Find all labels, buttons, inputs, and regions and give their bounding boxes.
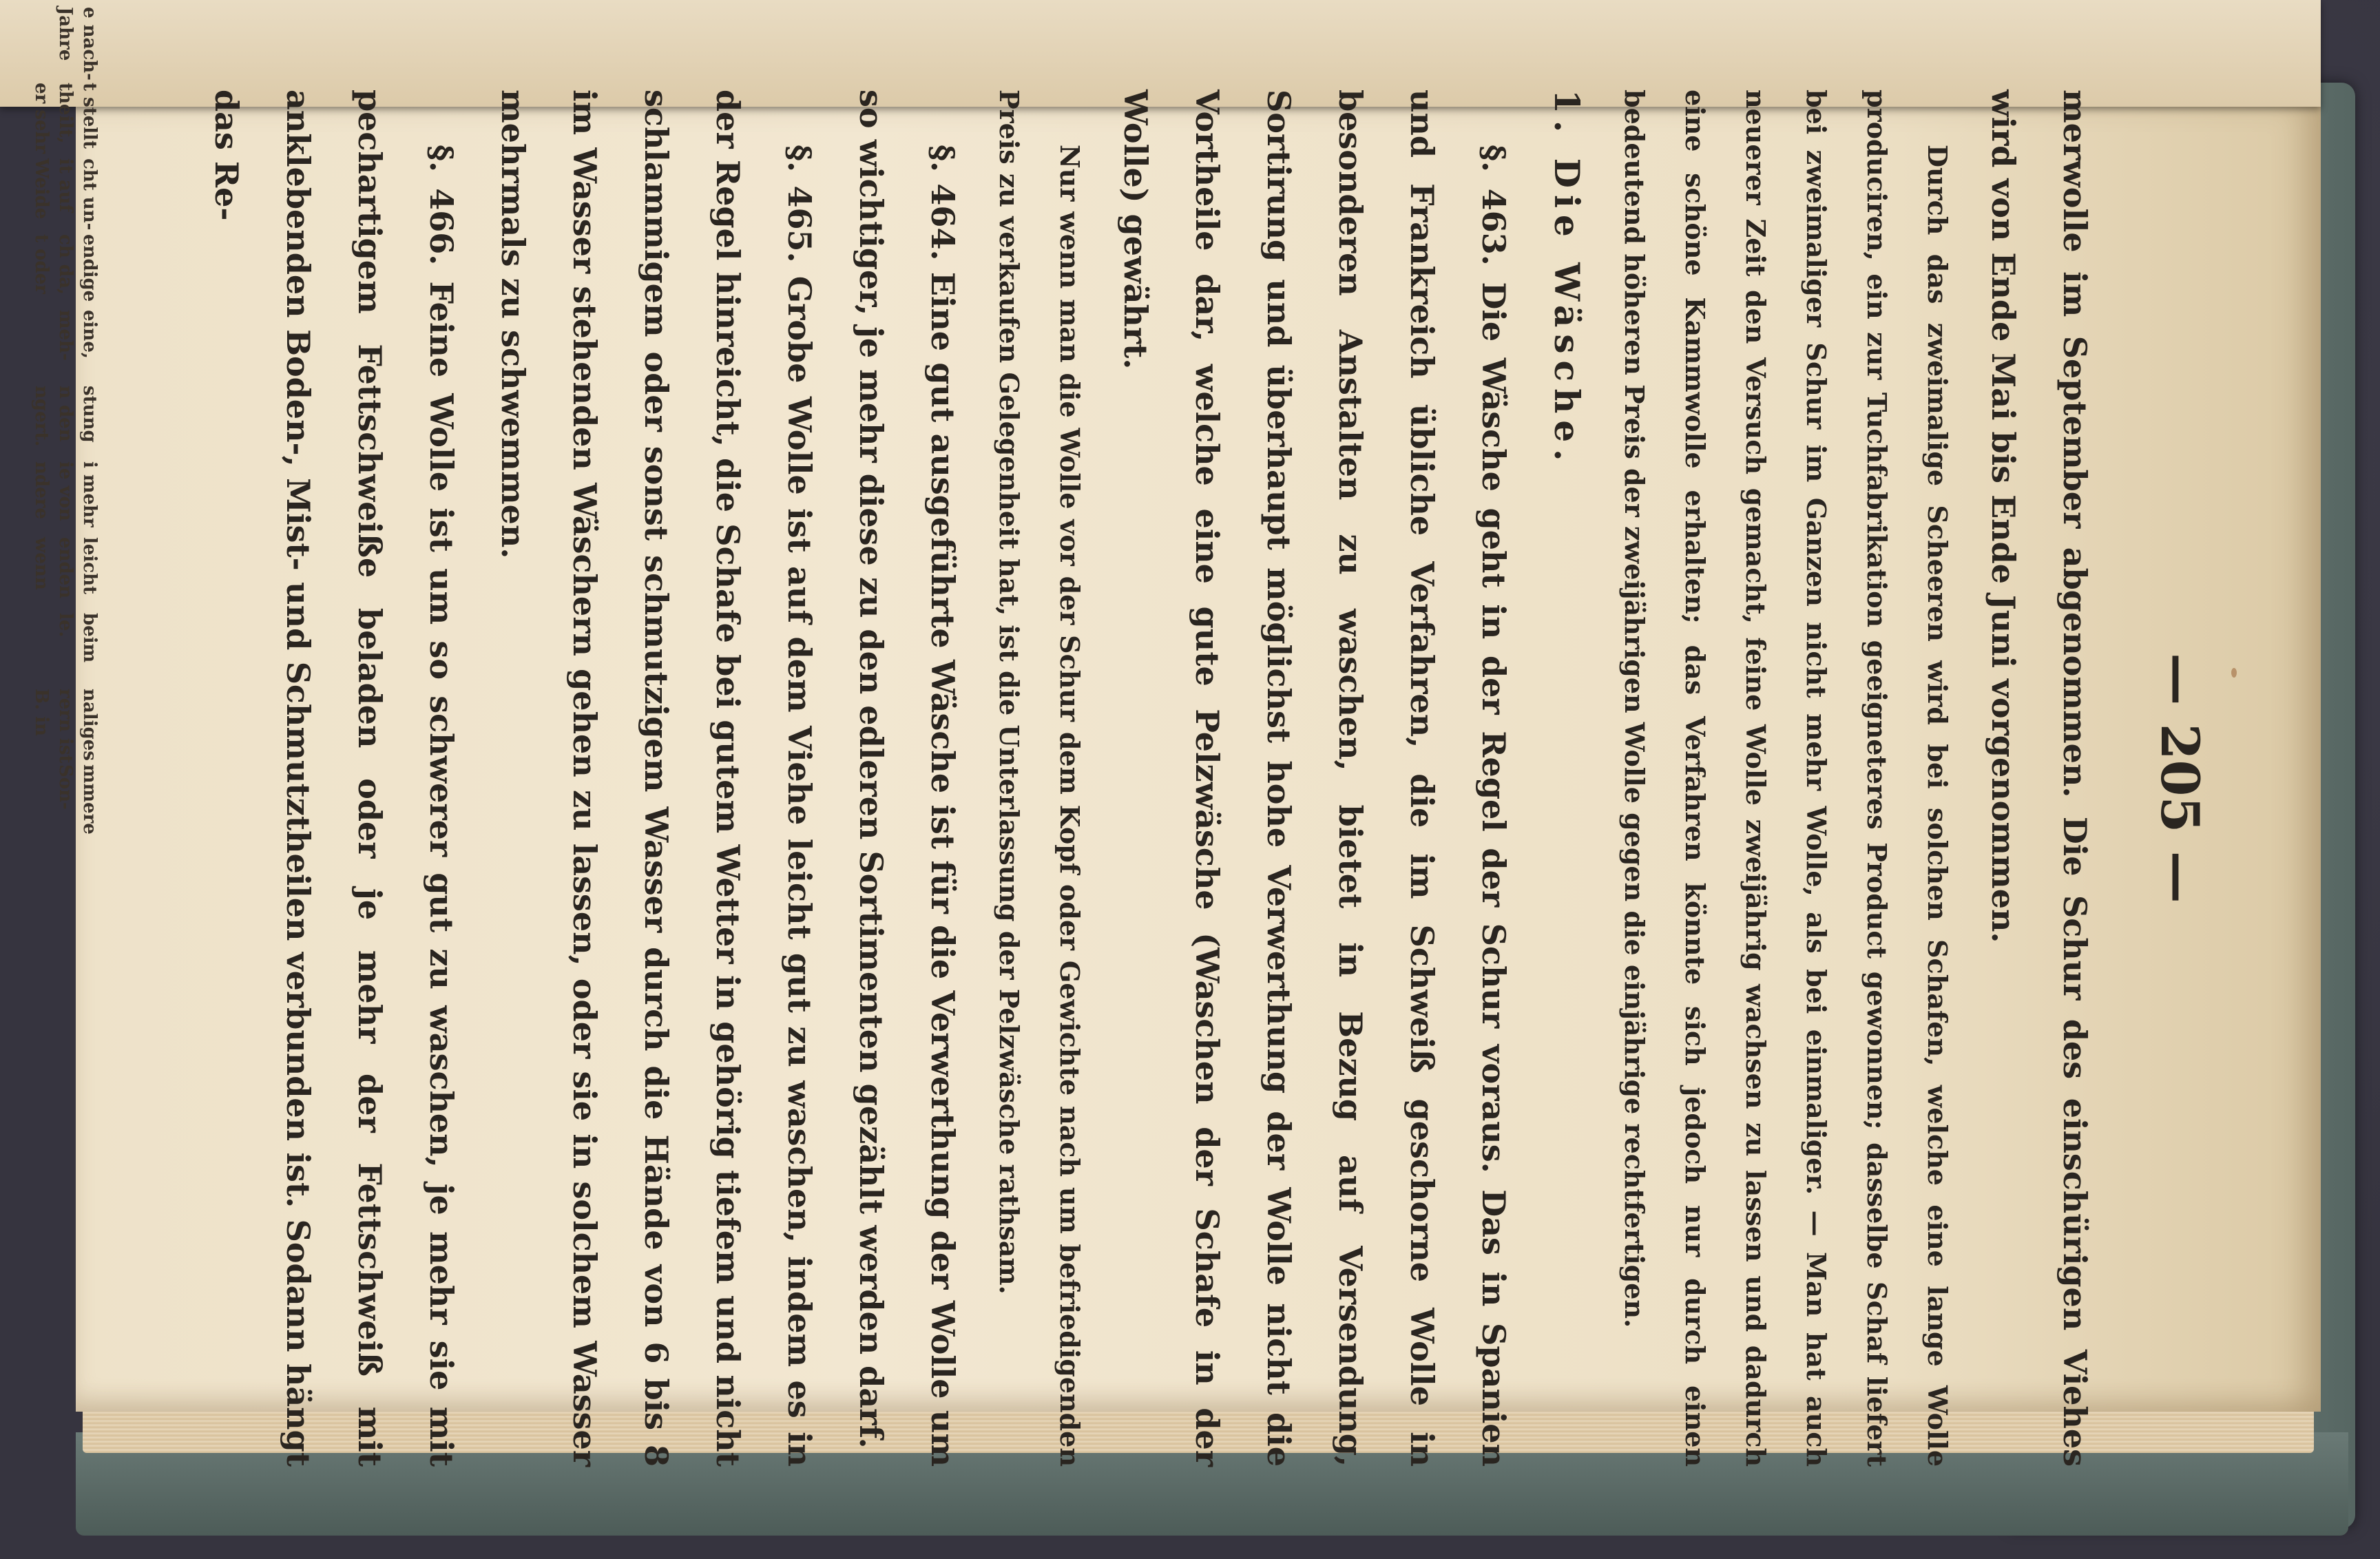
- prev-fragment: e nach-: [79, 7, 100, 81]
- prev-fragment: stung: [79, 386, 100, 443]
- prev-fragment: eine,: [79, 310, 100, 359]
- page-stain: [2231, 668, 2237, 678]
- prev-fragment: er sehr: [31, 83, 52, 154]
- prev-fragment: i mehr: [79, 461, 100, 527]
- prev-fragment: le.: [55, 613, 76, 638]
- prev-fragment: t stellt: [79, 83, 100, 149]
- prev-fragment: Weide: [31, 158, 52, 220]
- prev-fragment: theilt,: [55, 83, 76, 144]
- prev-fragment: ch da,: [55, 234, 76, 295]
- paragraph-464: §. 464. Eine gut ausgeführte Wäsche ist für die Verwerthung der Wolle um so wichtiger, je mehr diese zu den edleren Sortimenten gezählt werden darf.: [853, 90, 961, 1467]
- prev-fragment: B. in: [31, 689, 52, 736]
- prev-fragment: enden: [55, 537, 76, 599]
- prev-fragment: naliges: [79, 689, 100, 761]
- prev-fragment: cht un-: [79, 158, 100, 231]
- prev-fragment: leicht: [79, 537, 100, 595]
- prev-fragment: beim: [79, 613, 100, 663]
- prev-fragment: meh-: [55, 310, 76, 361]
- prev-fragment: rern ist: [55, 689, 76, 764]
- prev-fragment: ndere: [31, 461, 52, 519]
- prev-fragment: n den: [55, 386, 76, 442]
- paragraph-463: §. 463. Die Wäsche geht in der Regel der Schur voraus. Das in Spanien und Frankreich übliche Verfahren, die im Schweiß geschorne Wolle in besonderen Anstalten zu waschen, bietet in Bezug auf Versendung, Sortirung und überhaupt möglichst hohe Verwerthung der Wolle nicht die Vortheile dar, welche eine gute Pelzwäsche (Waschen der Schafe in der Wolle) gewährt.: [1117, 90, 1512, 1467]
- prev-fragment: ngert.: [31, 386, 52, 447]
- prev-fragment: mmere: [79, 764, 100, 835]
- prev-fragment: it auf: [55, 158, 76, 212]
- paragraph-466: §. 466. Feine Wolle ist um so schwerer gut zu waschen, je mehr sie mit pechartigem Fettschweiße beladen oder je mehr der Fettschweiß mit anklebenden Boden-, Mist- und Schmutztheilen verbunden ist. Sodann hängt das Re-: [208, 90, 460, 1467]
- page-number-header: — 205 —: [2149, 653, 2211, 903]
- page-text-block: [208, 90, 2221, 1467]
- paragraph-note: Durch das zweimalige Scheeren wird bei solchen Schafen, welche eine lange Wolle produciren, ein zur Tuchfabrikation geeigneteres Product gewonnen; dasselbe Schaf liefert bei zweimaliger Schur im Ganzen nicht mehr Wolle, als bei einmaliger. — Man hat auch neuerer Zeit den Versuch gemacht, feine Wolle zweijährig wachsen zu lassen und dadurch eine schöne Kammwolle erhalten; das Verfahren könnte sich jedoch nur durch einen bedeutend höheren Preis der zweijährigen Wolle gegen die einjährige rechtfertigen.: [1619, 90, 1953, 1467]
- paragraph-continuation: merwolle im September abgenommen. Die Schur des einschürigen Viehes wird von Ende Mai bis Ende Juni vorgenommen.: [1985, 90, 2094, 1467]
- prev-fragment: Son-: [55, 764, 76, 810]
- paragraph-465: §. 465. Grobe Wolle ist auf dem Viehe leicht gut zu waschen, indem es in der Regel hinreicht, die Schafe bei gutem Wetter in gehörig tiefem und nicht schlammigem oder sonst schmutzigem Wasser durch die Hände von 6 bis 8 im Wasser stehenden Wäschern gehen zu lassen, oder sie in solchem Wasser mehrmals zu schwemmen.: [494, 90, 818, 1467]
- prev-fragment: t oder: [31, 234, 52, 294]
- paragraph-note: Nur wenn man die Wolle vor der Schur dem Kopf oder Gewichte nach um befriedigenden Preis zu verkaufen Gelegenheit hat, ist die Unterlassung der Pelzwäsche rathsam.: [994, 90, 1085, 1467]
- page-body: [191, 90, 2111, 1467]
- section-heading: 1. Die Wäsche.: [1547, 90, 1587, 468]
- prev-fragment: endige: [79, 234, 100, 302]
- prev-fragment: Jahre: [55, 7, 76, 61]
- prev-fragment: ie von: [55, 461, 76, 521]
- prev-fragment: wenn: [31, 537, 52, 590]
